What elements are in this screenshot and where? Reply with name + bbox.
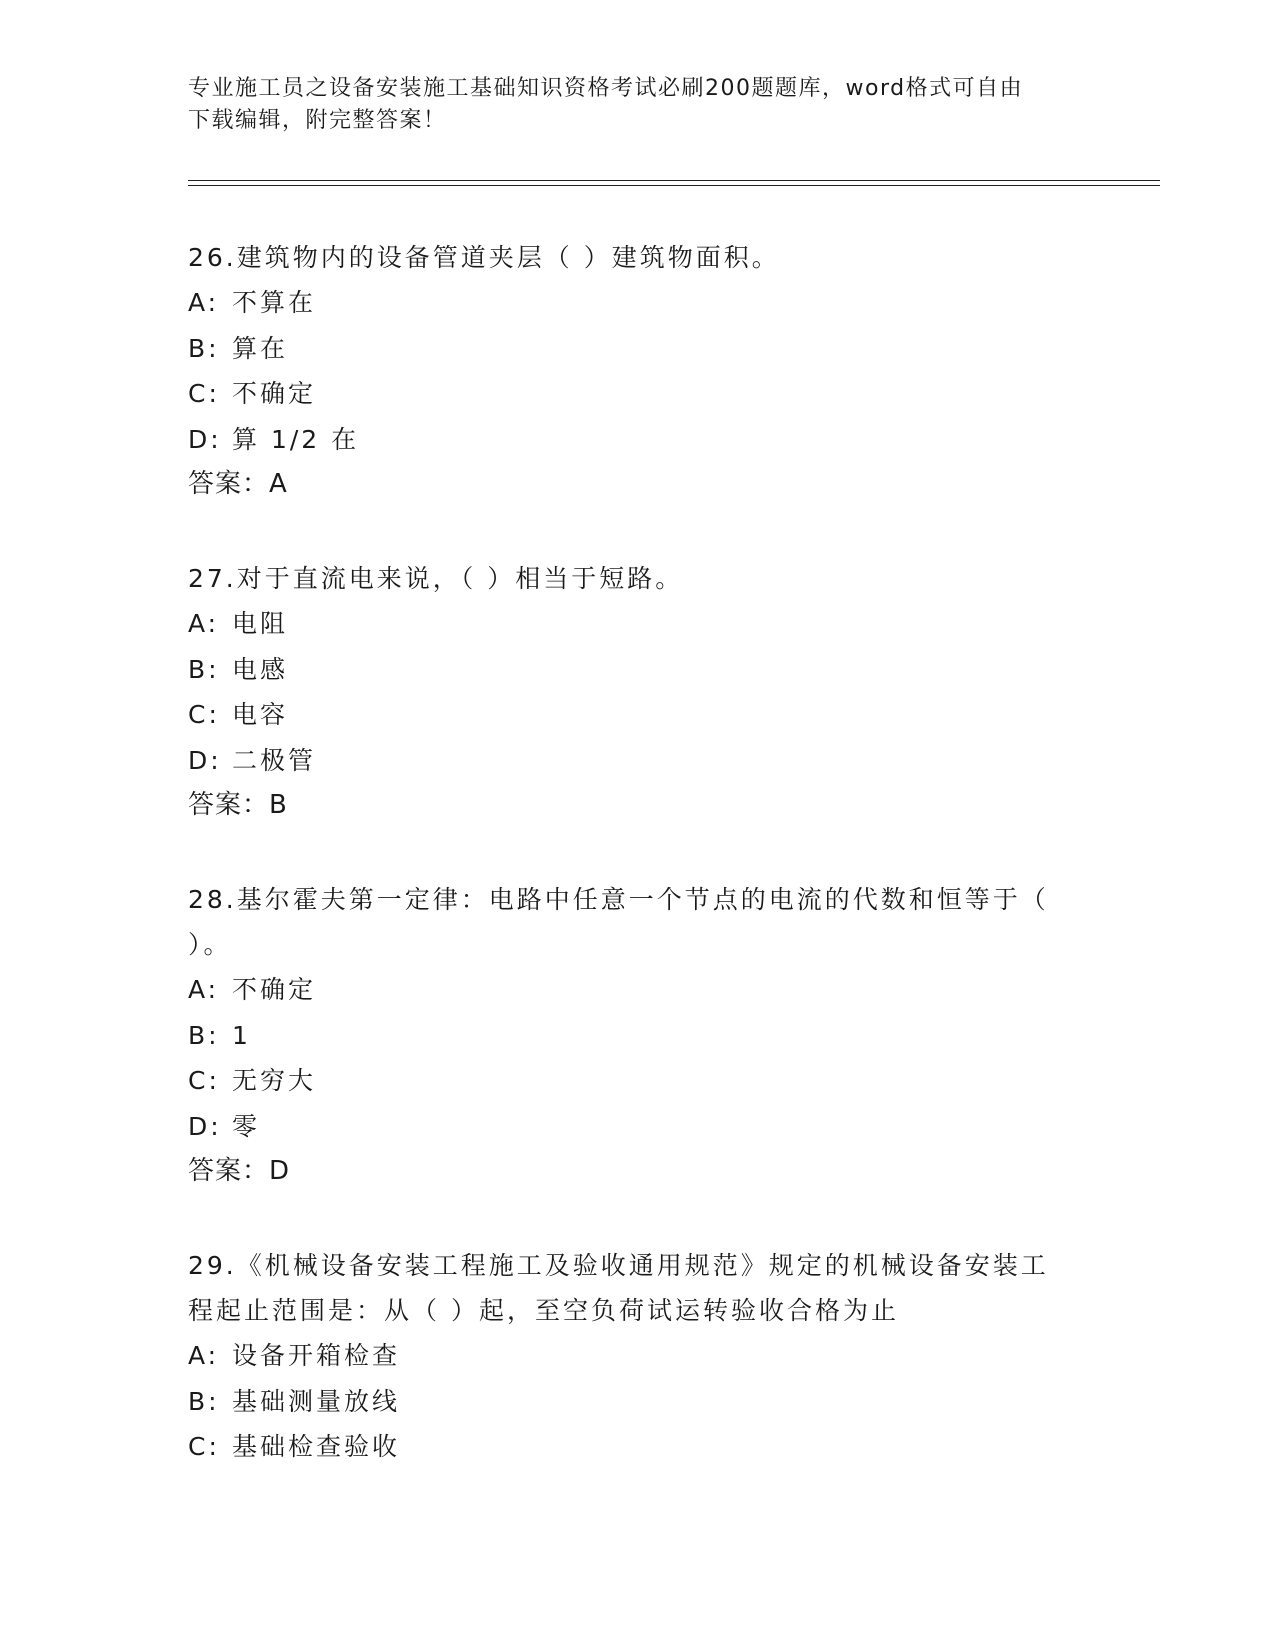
question-27 <box>188 556 1088 828</box>
option-c <box>188 371 1088 417</box>
option-text: 电感 <box>232 654 289 684</box>
question-stem-line-2: 程起止范围是：从（ ）起，至空负荷试运转验收合格为止 <box>188 1296 899 1325</box>
option-letter: A: <box>188 288 220 317</box>
question-stem-line-2: ）。 <box>188 930 232 959</box>
option-letter: C: <box>188 379 220 408</box>
question-29 <box>188 1243 1088 1470</box>
option-text: 电容 <box>232 700 289 729</box>
option-letter: A: <box>188 609 220 638</box>
option-text: 二极管 <box>232 745 317 775</box>
option-text: 基础检查验收 <box>232 1432 401 1461</box>
option-text: 算在 <box>232 333 289 363</box>
option-text: 无穷大 <box>232 1066 317 1095</box>
option-letter: D: <box>188 424 222 454</box>
option-a <box>188 1333 1088 1379</box>
option-letter: C: <box>188 1066 220 1095</box>
option-text: 不确定 <box>232 975 317 1004</box>
header-divider-top <box>188 180 1160 181</box>
question-stem: 26.建筑物内的设备管道夹层（ ）建筑物面积。 <box>188 243 780 272</box>
option-d <box>188 417 1088 463</box>
document-header <box>188 73 1088 137</box>
option-text: 不算在 <box>232 288 317 317</box>
option-letter: B: <box>188 654 220 684</box>
option-letter: B: <box>188 333 220 363</box>
option-letter: B: <box>188 1020 220 1050</box>
option-text: 电阻 <box>232 609 289 638</box>
option-a <box>188 967 1088 1013</box>
question-stem-line-1: 29.《机械设备安装工程施工及验收通用规范》规定的机械设备安装工 <box>188 1251 1049 1280</box>
option-text: 零 <box>232 1111 261 1141</box>
option-a <box>188 601 1088 647</box>
option-text: 算 1/2 在 <box>232 424 360 454</box>
option-a <box>188 280 1088 326</box>
option-d <box>188 1104 1088 1150</box>
option-b <box>188 1013 1088 1059</box>
answer-line: 答案：D <box>188 1156 291 1186</box>
question-28 <box>188 877 1088 1194</box>
option-letter: A: <box>188 975 220 1004</box>
header-title-line-2: 下载编辑，附完整答案！ <box>188 108 447 133</box>
question-list <box>188 235 1088 1519</box>
option-d <box>188 738 1088 784</box>
option-text: 不确定 <box>232 379 317 408</box>
question-stem-line-1: 28.基尔霍夫第一定律：电路中任意一个节点的电流的代数和恒等于（ <box>188 885 1049 914</box>
option-c <box>188 1058 1088 1104</box>
header-title-line-1: 专业施工员之设备安装施工基础知识资格考试必刷200题题库，word格式可自由 <box>188 76 1024 101</box>
option-text: 1 <box>232 1020 251 1050</box>
option-letter: B: <box>188 1386 220 1416</box>
answer-line: 答案：A <box>188 469 288 499</box>
option-b <box>188 647 1088 693</box>
question-stem: 27.对于直流电来说，（ ）相当于短路。 <box>188 564 684 593</box>
option-b <box>188 326 1088 372</box>
option-c <box>188 692 1088 738</box>
option-letter: D: <box>188 745 222 775</box>
option-text: 基础测量放线 <box>232 1386 401 1416</box>
option-b <box>188 1379 1088 1425</box>
option-text: 设备开箱检查 <box>232 1341 401 1370</box>
question-26 <box>188 235 1088 507</box>
option-letter: A: <box>188 1341 220 1370</box>
option-letter: C: <box>188 1432 220 1461</box>
answer-line: 答案：B <box>188 790 288 820</box>
header-divider-bottom <box>188 185 1160 186</box>
option-letter: D: <box>188 1111 222 1141</box>
option-letter: C: <box>188 700 220 729</box>
option-c <box>188 1424 1088 1470</box>
